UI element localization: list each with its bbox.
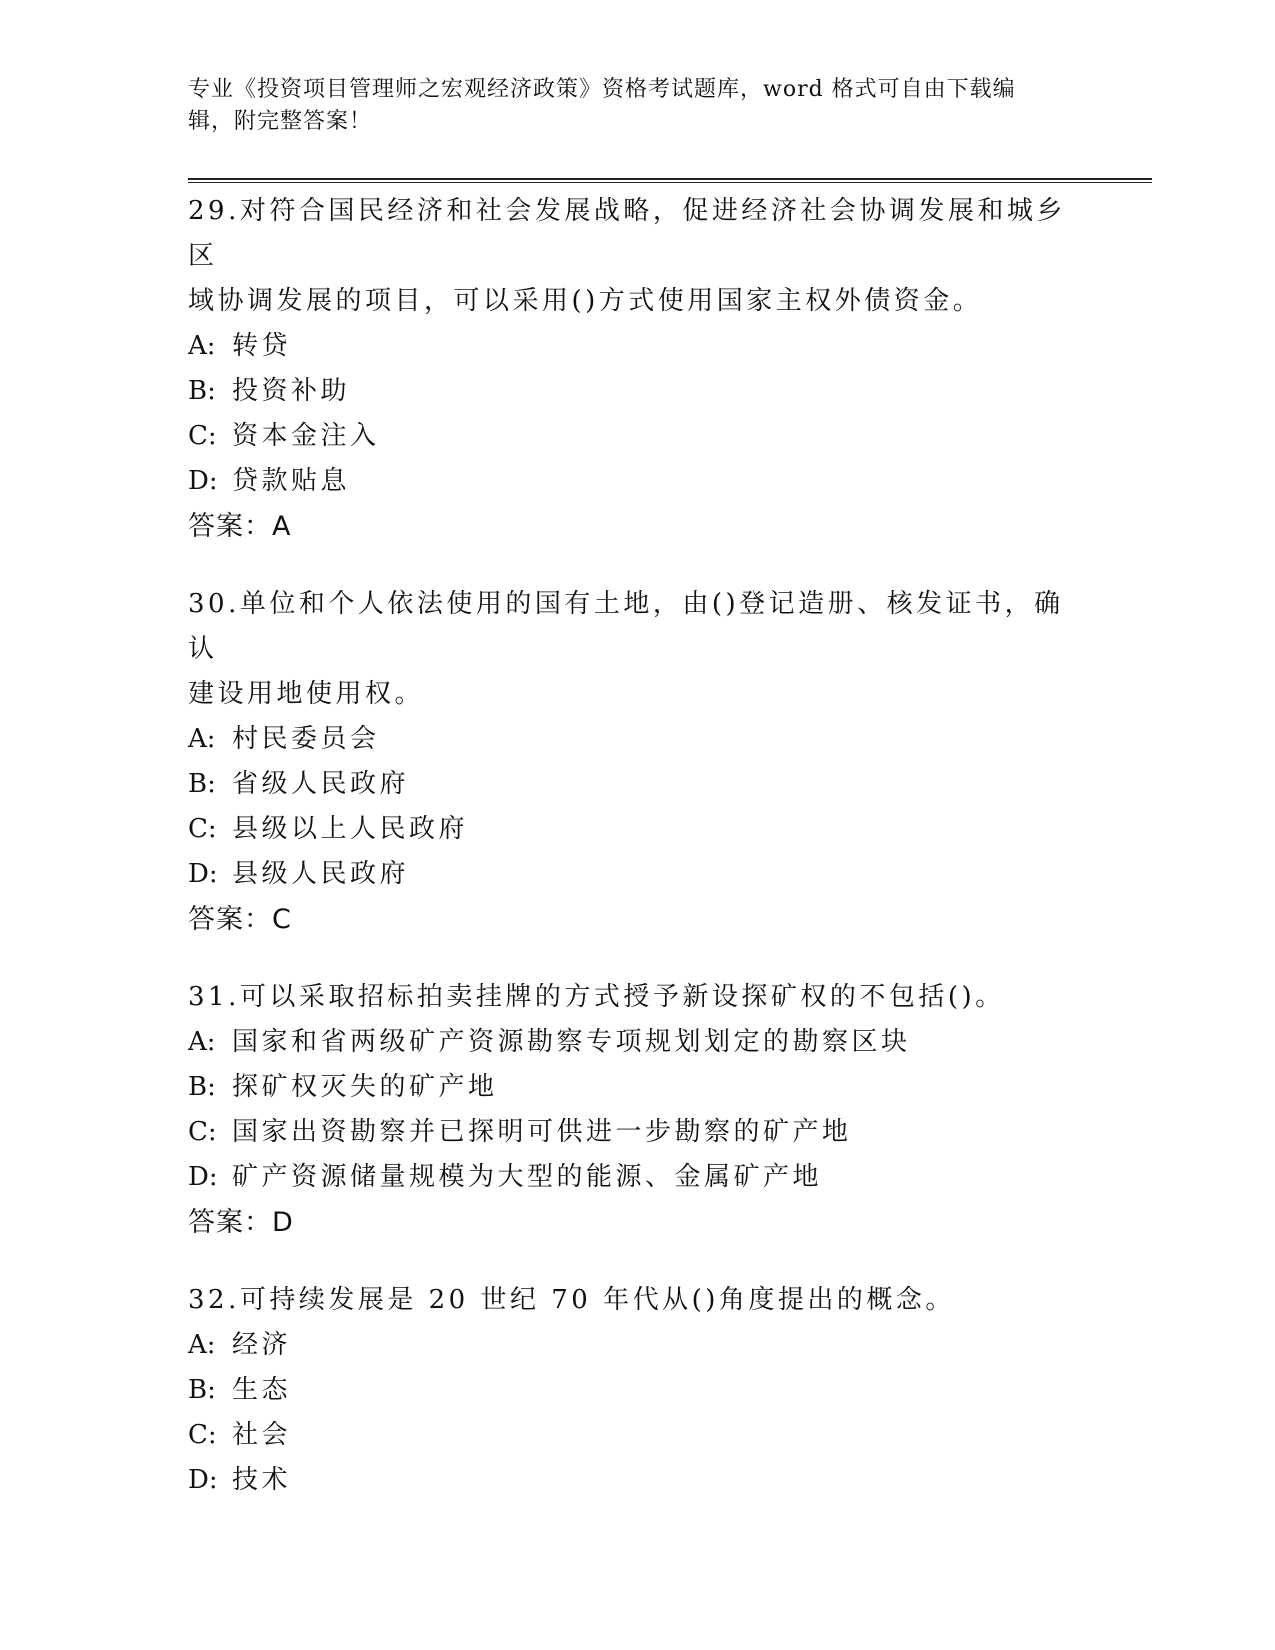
option-text: 省级人民政府 — [232, 769, 410, 799]
header-line-2: 辑，附完整答案！ — [188, 109, 373, 134]
option-b — [188, 762, 1088, 807]
question-stem: 域协调发展的项目，可以采用()方式使用国家主权外债资金。 — [188, 286, 983, 316]
answer-line: 答案：D — [188, 1207, 294, 1238]
option-c — [188, 414, 1088, 459]
option-letter: C: — [188, 814, 217, 844]
option-d — [188, 459, 1088, 504]
option-a — [188, 1020, 1088, 1065]
header-line-1: 专业《投资项目管理师之宏观经济政策》资格考试题库，word 格式可自由下载编 — [188, 77, 1016, 102]
option-letter: C: — [188, 1420, 217, 1450]
option-text: 经济 — [232, 1330, 292, 1360]
option-text: 生态 — [232, 1375, 292, 1405]
option-b — [188, 1065, 1088, 1110]
answer-line: 答案：C — [188, 904, 292, 935]
option-text: 社会 — [232, 1420, 292, 1450]
question-stem: 32.可持续发展是 20 世纪 70 年代从()角度提出的概念。 — [188, 1285, 955, 1315]
question-29 — [188, 189, 1088, 550]
option-text: 技术 — [232, 1465, 292, 1495]
option-letter: B: — [188, 769, 216, 799]
question-stem: 建设用地使用权。 — [188, 679, 425, 709]
option-d — [188, 1458, 1088, 1503]
option-text: 县级以上人民政府 — [232, 814, 469, 844]
option-letter: A: — [188, 1330, 216, 1360]
question-31 — [188, 975, 1088, 1246]
question-stem: 31.可以采取招标拍卖挂牌的方式授予新设探矿权的不包括()。 — [188, 982, 1005, 1012]
option-letter: D: — [188, 466, 218, 496]
option-text: 投资补助 — [232, 376, 351, 406]
question-30 — [188, 582, 1088, 943]
option-a — [188, 1323, 1088, 1368]
option-letter: D: — [188, 1465, 218, 1495]
option-a — [188, 324, 1088, 369]
option-text: 国家出资勘察并已探明可供进一步勘察的矿产地 — [232, 1117, 852, 1147]
option-c — [188, 1110, 1088, 1155]
option-c — [188, 807, 1088, 852]
option-c — [188, 1413, 1088, 1458]
option-letter: B: — [188, 1375, 216, 1405]
question-32 — [188, 1278, 1088, 1503]
option-b — [188, 369, 1088, 414]
option-letter: D: — [188, 859, 218, 889]
option-text: 矿产资源储量规模为大型的能源、金属矿产地 — [232, 1162, 823, 1192]
option-letter: A: — [188, 724, 216, 754]
option-d — [188, 1155, 1088, 1200]
answer-line: 答案：A — [188, 511, 292, 542]
question-stem: 30.单位和个人依法使用的国有土地，由()登记造册、核发证书，确认 — [188, 589, 1064, 664]
option-a — [188, 717, 1088, 762]
option-text: 贷款贴息 — [232, 466, 351, 496]
option-letter: C: — [188, 1117, 217, 1147]
option-letter: D: — [188, 1162, 218, 1192]
option-d — [188, 852, 1088, 897]
document-header — [188, 74, 1068, 138]
option-letter: B: — [188, 376, 216, 406]
option-text: 资本金注入 — [232, 421, 380, 451]
option-letter: A: — [188, 331, 216, 361]
option-text: 国家和省两级矿产资源勘察专项规划划定的勘察区块 — [232, 1027, 911, 1057]
option-text: 村民委员会 — [232, 724, 380, 754]
option-text: 县级人民政府 — [232, 859, 410, 889]
option-letter: A: — [188, 1027, 216, 1057]
option-text: 转贷 — [232, 331, 292, 361]
header-divider — [188, 178, 1152, 183]
question-list — [188, 189, 1088, 1535]
question-stem: 29.对符合国民经济和社会发展战略，促进经济社会协调发展和城乡区 — [188, 196, 1066, 271]
option-letter: C: — [188, 421, 217, 451]
option-b — [188, 1368, 1088, 1413]
option-letter: B: — [188, 1072, 216, 1102]
option-text: 探矿权灭失的矿产地 — [232, 1072, 498, 1102]
